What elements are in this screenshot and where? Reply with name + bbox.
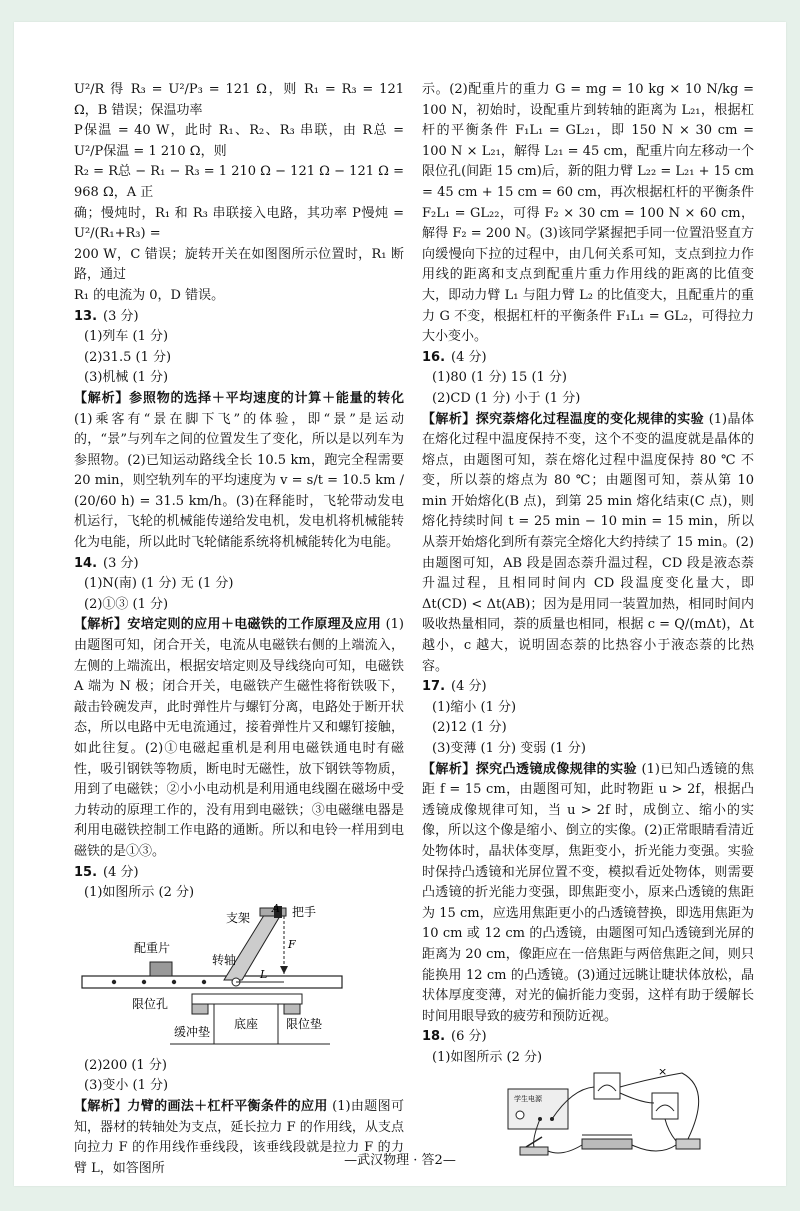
weight-block — [150, 962, 172, 976]
label-cushion: 缓冲垫 — [174, 1024, 211, 1039]
answer-line: (3)变小 (1 分) — [84, 1078, 169, 1094]
meter-icon — [594, 1073, 620, 1099]
rail — [82, 976, 342, 988]
q12-tail-line: R₂ = R总 − R₁ − R₃ = 1 210 Ω − 121 Ω − 121 Ω = 968 Ω，A 正 — [74, 164, 404, 200]
cross-mark: × — [658, 1068, 668, 1078]
label-F: F — [288, 937, 296, 951]
question-score: (3 分) — [103, 308, 139, 324]
label-handle: 把手 — [292, 904, 317, 919]
label-power: 学生电源 — [514, 1094, 542, 1103]
q16-analysis — [422, 410, 754, 678]
question-score: (6 分) — [451, 1029, 487, 1045]
answer-line: (1)如图所示 (2 分) — [84, 885, 195, 901]
q18-header — [422, 1027, 754, 1048]
right-column — [422, 80, 754, 1165]
limit-hole — [172, 980, 176, 984]
q17-analysis — [422, 760, 754, 1028]
answer-line: (2)①③ (1 分) — [84, 596, 169, 612]
question-score: (4 分) — [103, 864, 139, 880]
question-number: 18. — [422, 1029, 446, 1045]
question-number: 17. — [422, 679, 446, 695]
label-hole: 限位孔 — [132, 996, 169, 1011]
meter-icon — [652, 1093, 678, 1119]
answer-line: (1)80 (1 分) 15 (1 分) — [432, 370, 567, 386]
answer-line: (2)200 (1 分) — [84, 1057, 167, 1073]
answer-line: (2)12 (1 分) — [432, 720, 507, 736]
page-footer: —武汉物理 · 答2— — [344, 1153, 456, 1168]
limit-hole — [202, 980, 206, 984]
q14-analysis — [74, 615, 404, 862]
question-score: (4 分) — [451, 679, 487, 695]
analysis-text: (1)晶体在熔化过程中温度保持不变，这个不变的温度就是晶体的熔点，由题图可知，萘在熔化过程中温度保持 80 ℃ 不变，所以萘的熔点为 80 ℃；由题图可知，萘从第 10 min 开始熔化(B 点)，到第 25 min 熔化结束(C 点)，则熔化持续时间 t = 25 min − 10 min = 15 min，所以从萘开始熔化到所有萘完全熔化大约持续了 15 min。(2)由题图可知，AB 段是固态萘升温过程，CD 段是液态萘升温过程，且相同时间内 CD 段温度变化量大，即 Δt(CD) < Δt(AB)；因为是用同一装置加热，相同时间内吸收热量相同，萘的质量也相同，根据 c = Q/(mΔt)，Δt 越小，c 越大，说明固态萘的比热容小于液态萘的比热容。 — [422, 411, 754, 674]
question-number: 13. — [74, 308, 98, 324]
q12-tail-line: 确；慢炖时，R₁ 和 R₃ 串联接入电路，其功率 P慢炖 = U²/(R₁+R₃) = — [74, 205, 404, 242]
stop-block — [284, 1004, 300, 1014]
question-number: 16. — [422, 349, 446, 365]
analysis-label: 【解析】探究萘熔化过程温度的变化规律的实验 — [422, 411, 705, 427]
analysis-text: (1)已知凸透镜的焦距 f = 15 cm，由题图可知，此时物距 u > 2f，根据凸透镜成像规律可知，当 u > 2f 时，成倒立、缩小的实像，所以这个像是缩小、倒立的实像。(2)正常眼睛看清近处物体时，晶状体变厚，焦距变小，折光能力变强。实验时保持凸透镜和光屏位置不变，模拟看近处物体，则需要凸透镜的折光能力变强，即焦距变小，原来凸透镜的焦距为 15 cm，应选用焦距更小的凸透镜替换，即选用焦距为 10 cm 或 12 cm 的凸透镜，由题图可知凸透镜到光屏的距离为 20 cm，像距应在一倍焦距与两倍焦距之间，则只能换用 12 cm 的凸透镜。(3)通过远眺让睫状体放松，晶状体厚度变薄，对光的偏折能力变弱，这样有助于缓解长时间用眼导致的疲劳和预防近视。 — [422, 761, 754, 1024]
analysis-label: 【解析】安培定则的应用＋电磁铁的工作原理及应用 — [74, 617, 382, 633]
q12-tail-line: U²/R 得 R₃ = U²/P₃ = 121 Ω，则 R₁ = R₃ = 121 Ω，B 错误；保温功率 — [74, 82, 404, 118]
answer-line: (1)列车 (1 分) — [84, 329, 169, 345]
label-bracket: 支架 — [226, 910, 251, 925]
limit-hole — [112, 980, 116, 984]
limit-hole — [142, 980, 146, 984]
left-column — [74, 80, 404, 1179]
q13-analysis — [74, 389, 404, 554]
answer-line: (3)变薄 (1 分) 变弱 (1 分) — [432, 741, 586, 756]
resistor-icon — [676, 1139, 700, 1149]
answer-page — [14, 22, 786, 1186]
answer-line: (1)N(南) (1 分) 无 (1 分) — [84, 576, 234, 592]
analysis-text: (1)由题图可知，闭合开关，电流从电磁铁右侧的上端流入，左侧的上端流出，根据安培定则及导线绕向可知，电磁铁 A 端为 N 极；闭合开关，电磁铁产生磁性将衔铁吸下，敲击铃碗发声，此时弹性片与螺钉分离，电路处于断开状态，所以电路中无电流通过，接着弹性片又和螺钉接触，如此往复。(2)①电磁起重机是利用电磁铁通电时有磁性，吸引钢铁等物质，断电时无磁性，放下钢铁等物质，用到了电磁铁；②小小电动机是利用通电线圈在磁场中受力转动的原理工作的，没有用到电磁铁；③电磁继电器是利用电磁铁控制工作电路的通断。所以和电铃一样用到电磁铁的是①③。 — [74, 617, 404, 859]
q13-header — [74, 307, 404, 328]
cushion-block — [192, 1004, 208, 1014]
wire — [620, 1093, 654, 1103]
answer-line: (2)31.5 (1 分) — [84, 349, 172, 365]
platform — [192, 994, 302, 1004]
answer-line: (3)机械 (1 分) — [84, 370, 169, 386]
q12-tail-line: P保温 = 40 W，此时 R₁、R₂、R₃ 串联，由 R总 = U²/P保温 = 1 210 Ω，则 — [74, 123, 404, 159]
answer-line: (1)缩小 (1 分) — [432, 699, 517, 715]
q15-header — [74, 863, 404, 884]
analysis-label: 【解析】参照物的选择＋平均速度的计算＋能量的转化 — [74, 390, 404, 406]
question-score: (3 分) — [103, 555, 139, 571]
answer-line: (1)如图所示 (2 分) — [432, 1049, 543, 1065]
label-pivot: 转轴 — [212, 952, 237, 967]
q15-analysis-continued: 示。(2)配重片的重力 G = mg = 10 kg × 10 N/kg = 100 N，初始时，设配重片到转轴的距离为 L₂₁，根据杠杆的平衡条件 F₁L₁ = GL₂₁，即 150 N × 30 cm = 100 N × L₂₁，解得 L₂₁ = 45 cm，配重片向左移动一个限位孔(间距 15 cm)后，新的阻力臂 L₂₂ = L₂₁ + 15 cm = 45 cm + 15 cm = 60 cm，再次根据杠杆的平衡条件 F₂L₁ = GL₂₂，可得 F₂ × 30 cm = 100 N × 60 cm，解得 F₂ = 200 N。(3)该同学紧握把手同一位置沿竖直方向缓慢向下拉的过程中，由几何关系可知，支点到拉力作用线的距离和支点到配重片重力作用线的距离的比值变大，即动力臂 L₁ 与阻力臂 L₂ 的比值变大，且配重片的重力 G 不变，根据杠杆的平衡条件 F₁L₁ = GL₂，可得拉力大小变小。 — [422, 82, 754, 345]
q14-header — [74, 554, 404, 575]
q17-header — [422, 677, 754, 698]
label-A: A — [272, 903, 280, 915]
analysis-text: (1)由题图可知，器材的转轴处为支点，延长拉力 F 的作用线，从支点向拉力 F 的作用线作垂线段，该垂线段就是拉力 F 的力臂 L，如答图所 — [74, 1098, 404, 1176]
label-weight: 配重片 — [134, 940, 171, 955]
label-L: L — [260, 967, 268, 981]
analysis-text: (1)乘客有“景在脚下飞”的体验，即“景”是运动的，“景”与列车之间的位置发生了变化，所以是以列车为参照物。(2)已知运动路线全长 10.5 km，跑完全程需要 20 min，则空轨列车的平均速度为 v = s/t = 10.5 km / (20/60 h) = 31.5 km/h。(3)在释能时，飞轮带动发电机运行，飞轮的机械能传递给发电机，发电机将机械能转化为电能，所以此时飞轮储能系统将机械能转化为电能。 — [74, 411, 404, 551]
rheostat-icon — [582, 1139, 632, 1149]
question-number: 15. — [74, 864, 98, 880]
lever-exercise-figure — [74, 904, 404, 1056]
arrow-icon — [280, 966, 288, 974]
label-base: 底座 — [234, 1016, 259, 1031]
q12-tail-line: 200 W，C 错误；旋转开关在如图图所示位置时，R₁ 断路，通过 — [74, 246, 404, 283]
label-stop: 限位垫 — [286, 1016, 323, 1031]
analysis-label: 【解析】力臂的画法＋杠杆平衡条件的应用 — [74, 1098, 328, 1114]
q12-tail-line: R₁ 的电流为 0，D 错误。 — [74, 287, 225, 303]
analysis-label: 【解析】探究凸透镜成像规律的实验 — [422, 761, 637, 777]
q16-header — [422, 348, 754, 369]
question-score: (4 分) — [451, 349, 487, 365]
answer-line: (2)CD (1 分) 小于 (1 分) — [432, 390, 581, 406]
question-number: 14. — [74, 555, 98, 571]
knob-icon — [516, 1111, 524, 1119]
wire — [665, 1119, 676, 1141]
